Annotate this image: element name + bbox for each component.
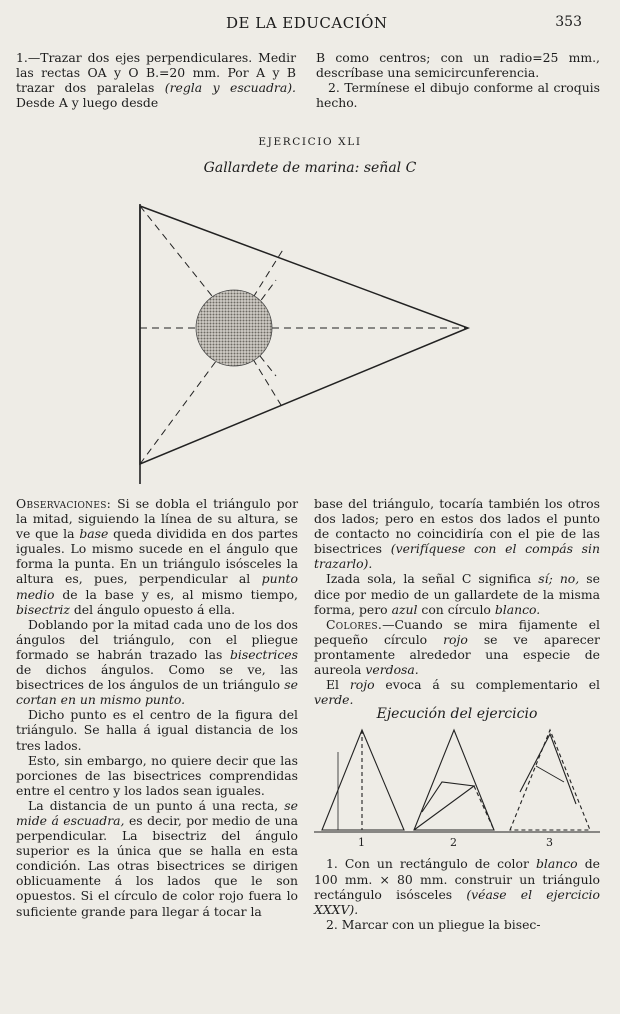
step-1: 1. Con un rectángulo de color blanco de 100 mm. × 80 mm. construir un triángulo rectángulo isósceles (véase el ejercicio XXXV). [314, 856, 600, 917]
top-right-column [316, 50, 600, 110]
execution-figures [314, 722, 600, 850]
center-circle [196, 290, 272, 366]
figure-label-2: 2 [450, 836, 457, 850]
paragraph-distancia: La distancia de un punto á una recta, se mide á escuadra, es decir, por medio de una perpendicular. La bisectriz del ángulo superior es la única que se halla en esta condición. Las otras bisectrices se dirigen oblicuamente á los lados que le son opuestos. Si el círculo de color rojo fuera lo suficiente grande para llegar á tocar la [16, 797, 298, 919]
running-title: DE LA EDUCACIÓN [226, 14, 388, 32]
step-2: 2. Marcar con un pliegue la bisec- [326, 916, 541, 932]
pennant-triangle [140, 206, 468, 464]
observations-paragraph: Observaciones: Si se dobla el triángulo por la mitad, siguiendo la línea de su altura, se ve que la base queda dividida en dos partes iguales. Lo mismo sucede en el ángulo que forma la punta. En un triángulo isósceles la altura es, pues, perpendicular al punto medio de la base y es, al mismo tiempo, bisectriz del ángulo opuesto á ella. [16, 496, 298, 617]
instruction-1: 1.—Trazar dos ejes perpendiculares. Medir las rectas OA y O B.=20 mm. Por A y B trazar dos paralelas (regla y escuadra). Desde A y luego desde [16, 50, 296, 111]
top-left-column [16, 50, 296, 110]
instruction-2: 2. Termínese el dibujo conforme al croquis hecho. [316, 80, 600, 111]
pennant-figure [128, 196, 488, 486]
paragraph-senal-c: Izada sola, la señal C significa sí; no, se dice por medio de un gallardete de la misma forma, pero azul con círculo blanco. [314, 571, 600, 617]
observations-right-column [314, 496, 600, 932]
page-number: 353 [555, 14, 582, 30]
figure-label-3: 3 [546, 836, 553, 850]
paragraph-rojo: El rojo evoca á su complementario el verde. [314, 677, 600, 708]
paragraph-bisectrices: Doblando por la mitad cada uno de los dos ángulos del triángulo, con el pliegue formado se habrán trazado las bisectrices de dichos ángulos. Como se ve, las bisectrices de los ángulos de un triángulo se cortan en un mismo punto. [16, 616, 298, 708]
figure-3 [510, 730, 590, 830]
paragraph-centro: Dicho punto es el centro de la figura del triángulo. Se halla á igual distancia de los tres lados. [16, 707, 298, 753]
paragraph-sin-embargo: Esto, sin embargo, no quiere decir que las porciones de las bisectrices comprendidas entre el centro y los lados sean iguales. [16, 752, 298, 798]
running-header [0, 14, 620, 34]
instruction-1-continued: B como centros; con un radio=25 mm., descríbase una semicircunferencia. [316, 50, 600, 81]
exercise-title: EJERCICIO XLI [258, 136, 362, 148]
execution-heading: Ejecución del ejercicio [376, 706, 538, 723]
figure-label-1: 1 [358, 836, 365, 850]
figure-1 [322, 730, 404, 830]
paragraph-base-continued: base del triángulo, tocaría también los otros dos lados; pero en estos dos lados el punto de contacto no coincidiría con el pie de las bisectrices (verifíquese con el compás sin trazarlo). [314, 496, 600, 572]
observations-left-column [16, 496, 298, 919]
exercise-subtitle: Gallardete de marina: señal C [203, 160, 417, 176]
figure-2 [414, 730, 494, 830]
paragraph-colores: Colores.—Cuando se mira fijamente el pequeño círculo rojo se ve aparecer prontamente alrededor una especie de aureola verdosa. [314, 616, 600, 678]
